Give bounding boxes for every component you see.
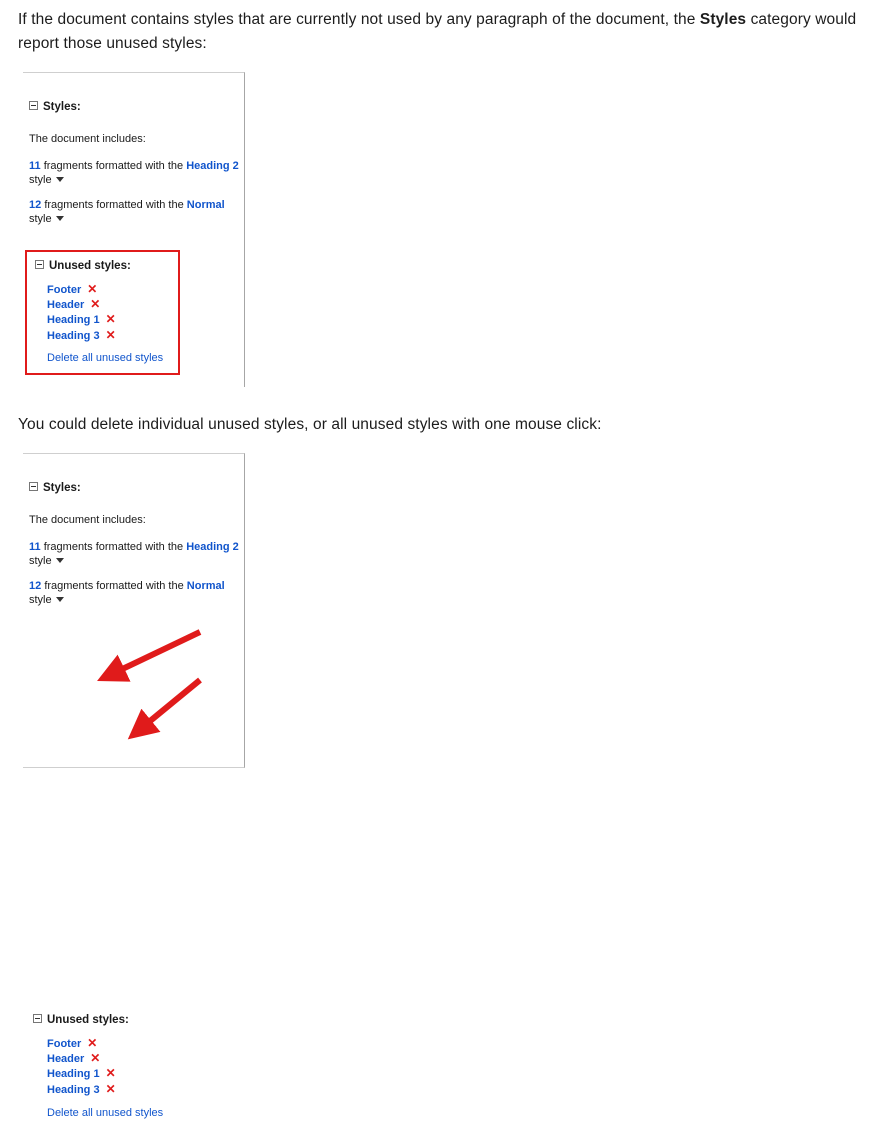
delete-style-x-icon[interactable]: ✕ (105, 1066, 116, 1081)
unused-style-item[interactable] (47, 1036, 116, 1051)
delete-all-unused-styles-link[interactable]: Delete all unused styles (47, 1107, 164, 1119)
unused-style-name: Footer (47, 1038, 82, 1050)
unused-style-item[interactable] (47, 282, 116, 297)
collapse-minus-icon[interactable] (29, 482, 38, 491)
unused-style-name: Header (47, 299, 85, 312)
unused-style-item[interactable] (47, 1082, 116, 1097)
formatted-with-text: formatted with the (96, 580, 184, 592)
fragments-word[interactable]: fragments (43, 160, 93, 172)
middle-paragraph: You could delete individual unused styles, or all unused styles with one mouse click: (18, 416, 602, 433)
document-includes-label-1: The document includes: (29, 133, 146, 145)
delete-style-x-icon[interactable]: ✕ (87, 282, 98, 296)
unused-styles-label: Unused styles: (47, 1014, 129, 1026)
unused-style-name: Heading 1 (47, 1068, 100, 1081)
fragment-line-2 (29, 580, 225, 592)
unused-style-item[interactable] (47, 1051, 116, 1066)
style-word: style (29, 213, 52, 225)
style-name-heading2[interactable]: Heading 2 (186, 541, 239, 553)
formatted-with-text: formatted with the (95, 541, 184, 553)
fragment-count[interactable]: 12 (29, 199, 42, 211)
unused-style-item[interactable] (47, 297, 116, 312)
unused-styles-highlight-box (25, 250, 180, 375)
chevron-down-icon[interactable] (56, 558, 64, 563)
fragments-word[interactable]: fragments (44, 580, 94, 592)
styles-section-header-1[interactable] (29, 101, 81, 113)
collapse-minus-icon[interactable] (29, 101, 38, 110)
unused-styles-label: Unused styles: (49, 260, 131, 272)
unused-styles-section-2 (25, 1014, 205, 1134)
delete-style-x-icon[interactable]: ✕ (105, 1081, 116, 1096)
delete-style-x-icon[interactable]: ✕ (105, 327, 116, 342)
style-word: style (29, 174, 52, 186)
intro-bold-term: Styles (699, 11, 747, 28)
style-name-normal[interactable]: Normal (186, 199, 225, 211)
delete-style-x-icon[interactable]: ✕ (90, 297, 101, 312)
chevron-down-icon[interactable] (56, 216, 64, 221)
style-name-normal[interactable]: Normal (186, 580, 225, 592)
formatted-with-text: formatted with the (96, 199, 184, 211)
unused-style-item[interactable] (47, 1066, 116, 1081)
chevron-down-icon[interactable] (56, 597, 64, 602)
intro-text-before: If the document contains styles that are currently not used by any paragraph of the document, the (18, 11, 700, 28)
unused-styles-list-1 (47, 282, 116, 343)
chevron-down-icon[interactable] (56, 177, 64, 182)
unused-style-name: Heading 3 (47, 1083, 100, 1096)
unused-styles-header-1[interactable] (35, 260, 131, 272)
delete-style-x-icon[interactable]: ✕ (87, 1036, 98, 1050)
fragment-line-1 (29, 541, 239, 553)
style-name-heading2[interactable]: Heading 2 (186, 160, 239, 172)
fragment-count[interactable]: 11 (29, 160, 41, 172)
unused-style-name: Heading 3 (47, 329, 100, 342)
unused-style-name: Heading 1 (47, 314, 100, 327)
styles-section-header-2[interactable] (29, 482, 81, 494)
fragment-line-1 (29, 160, 239, 172)
style-word: style (29, 555, 52, 567)
delete-style-x-icon[interactable]: ✕ (105, 312, 116, 327)
unused-styles-list-2 (47, 1036, 116, 1097)
unused-style-item[interactable] (47, 328, 116, 343)
style-word: style (29, 594, 52, 606)
fragment-count[interactable]: 12 (29, 580, 42, 592)
style-word-row-1 (29, 555, 64, 567)
fragments-word[interactable]: fragments (44, 199, 94, 211)
collapse-minus-icon[interactable] (35, 260, 44, 269)
unused-styles-header-2[interactable] (33, 1014, 129, 1026)
unused-style-name: Header (47, 1053, 85, 1066)
fragment-count[interactable]: 11 (29, 541, 41, 553)
formatted-with-text: formatted with the (95, 160, 184, 172)
styles-section-label: Styles: (43, 101, 81, 113)
intro-paragraph (18, 8, 870, 56)
collapse-minus-icon[interactable] (33, 1014, 42, 1023)
fragments-word[interactable]: fragments (43, 541, 93, 553)
styles-pane-screenshot-1 (23, 72, 245, 387)
style-word-row-1 (29, 174, 64, 186)
unused-style-name: Footer (47, 284, 82, 296)
style-word-row-2 (29, 213, 64, 225)
fragment-line-2 (29, 199, 225, 211)
document-includes-label-2: The document includes: (29, 514, 146, 526)
styles-section-label: Styles: (43, 482, 81, 494)
unused-style-item[interactable] (47, 312, 116, 327)
style-word-row-2 (29, 594, 64, 606)
delete-all-unused-styles-link[interactable]: Delete all unused styles (47, 352, 164, 364)
intro-text-after: category would report those unused styles: (18, 11, 857, 52)
delete-style-x-icon[interactable]: ✕ (90, 1051, 101, 1066)
styles-pane-screenshot-2 (23, 453, 245, 1119)
